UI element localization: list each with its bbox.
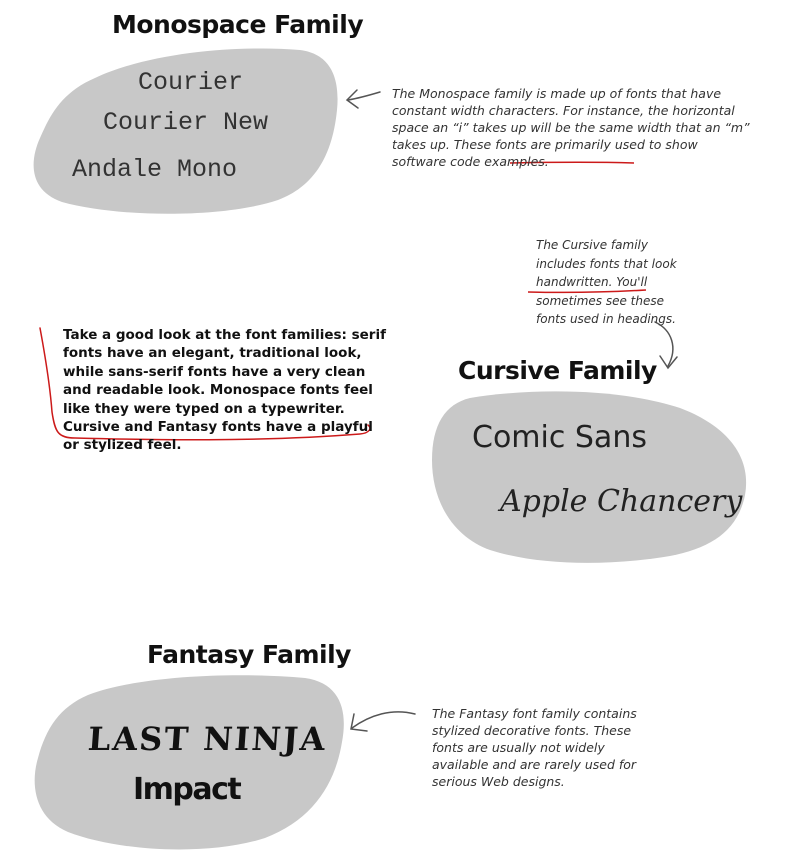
cursive-note: The Cursive family includes fonts that look handwritten. You'll sometimes see these fonts used in headings. — [536, 238, 677, 326]
fantasy-arrow-icon — [351, 712, 415, 731]
last-ninja-sample: LAST NINJA — [86, 720, 329, 758]
summary-text: Take a good look at the font families: serif fonts have an elegant, traditional look, while sans-serif fonts have a very clean and readable look. Monospace fonts feel like they were typed on a typewriter. Cursive and Fantasy fonts have a playful or stylized feel. — [63, 327, 386, 454]
fantasy-blob — [35, 675, 344, 849]
fantasy-heading: Fantasy Family — [147, 640, 351, 669]
cursive-heading: Cursive Family — [458, 356, 657, 385]
cursive-arrow-icon — [655, 322, 677, 368]
monospace-note: The Monospace family is made up of fonts that have constant width characters. For instance, the horizontal space an “i” takes up will be the same width that an “m” takes up. These fonts are primarily used to show software code examples. — [392, 86, 750, 169]
courier-new-sample: Courier New — [103, 108, 269, 137]
fantasy-note: The Fantasy font family contains stylized decorative fonts. These fonts are usually not widely available and are rarely used for serious Web designs. — [432, 706, 637, 789]
apple-chancery-sample: Apple Chancery — [500, 484, 743, 519]
andale-mono-sample: Andale Mono — [72, 155, 238, 184]
comic-sans-sample: Comic Sans — [472, 420, 647, 455]
impact-sample: Impact — [133, 772, 241, 807]
cursive-blob — [432, 391, 746, 562]
monospace-arrow-icon — [347, 90, 380, 108]
courier-sample: Courier — [138, 68, 244, 97]
monospace-heading: Monospace Family — [112, 10, 364, 39]
